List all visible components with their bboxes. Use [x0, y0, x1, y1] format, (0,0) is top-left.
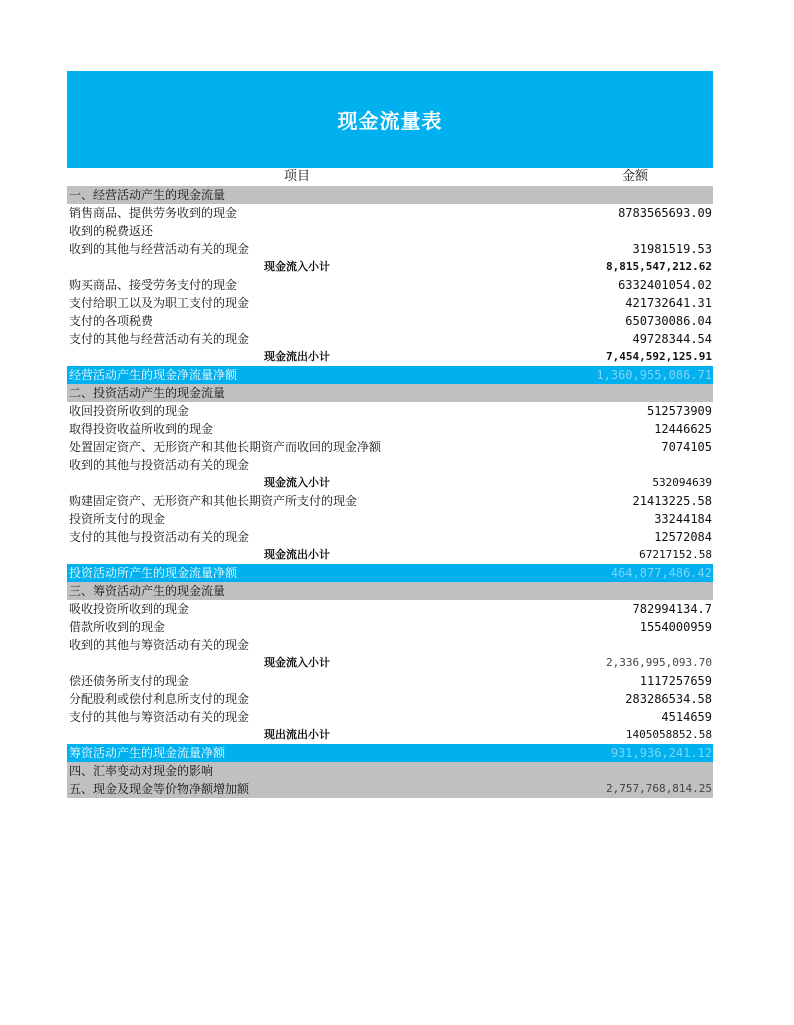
row-label: 支付的其他与筹资活动有关的现金	[69, 710, 250, 724]
row-amount: 31981519.53	[632, 242, 712, 256]
subtotal-row	[67, 348, 713, 366]
row-label: 销售商品、提供劳务收到的现金	[69, 206, 238, 220]
net-flow-row	[67, 564, 713, 582]
row-amount: 464,877,486.42	[610, 566, 712, 580]
column-header-row	[67, 168, 713, 186]
section-row	[67, 384, 713, 402]
row-label: 吸收投资所收到的现金	[69, 602, 190, 616]
row-amount	[499, 222, 713, 240]
row-label: 二、投资活动产生的现金流量	[69, 386, 226, 400]
row-amount: 283286534.58	[625, 692, 712, 706]
table-row	[67, 222, 713, 240]
row-amount: 1554000959	[639, 620, 712, 634]
row-label: 四、汇率变动对现金的影响	[69, 764, 214, 778]
title-banner	[67, 71, 713, 168]
row-label: 现金流出小计	[264, 350, 330, 363]
row-label: 收到的其他与经营活动有关的现金	[69, 242, 250, 256]
row-label: 一、经营活动产生的现金流量	[69, 188, 226, 202]
row-label: 收到的其他与投资活动有关的现金	[69, 458, 250, 472]
table-row	[67, 528, 713, 546]
table-row	[67, 438, 713, 456]
row-amount: 931,936,241.12	[610, 746, 712, 760]
table-row	[67, 708, 713, 726]
row-label: 投资所支付的现金	[69, 512, 166, 526]
row-amount: 1117257659	[639, 674, 712, 688]
table-row	[67, 600, 713, 618]
row-amount	[499, 384, 713, 402]
row-label: 经营活动产生的现金净流量净额	[69, 368, 238, 382]
row-amount: 12572084	[654, 530, 712, 544]
table-row	[67, 402, 713, 420]
row-amount	[499, 456, 713, 474]
row-label: 偿还债务所支付的现金	[69, 674, 190, 688]
table-row	[67, 672, 713, 690]
row-amount: 2,336,995,093.70	[606, 656, 712, 669]
row-amount: 4514659	[661, 710, 712, 724]
row-label: 收到的其他与筹资活动有关的现金	[69, 638, 250, 652]
row-label: 现金流入小计	[264, 656, 330, 669]
table-row	[67, 420, 713, 438]
row-amount: 2,757,768,814.25	[606, 782, 712, 795]
row-label: 筹资活动产生的现金流量净额	[69, 746, 226, 760]
row-amount: 1,360,955,086.71	[596, 368, 712, 382]
row-amount	[499, 582, 713, 600]
cash-flow-sheet	[67, 71, 713, 798]
row-amount: 782994134.7	[632, 602, 712, 616]
row-label: 购买商品、接受劳务支付的现金	[69, 278, 238, 292]
statement-rows	[67, 186, 713, 798]
row-amount: 6332401054.02	[618, 278, 712, 292]
subtotal-row	[67, 654, 713, 672]
row-amount: 7,454,592,125.91	[606, 350, 712, 363]
row-amount: 8,815,547,212.62	[606, 260, 712, 273]
section-row	[67, 780, 713, 798]
table-row	[67, 510, 713, 528]
row-label: 收到的税费返还	[69, 224, 154, 238]
row-label: 支付给职工以及为职工支付的现金	[69, 296, 250, 310]
row-label: 购建固定资产、无形资产和其他长期资产所支付的现金	[69, 494, 358, 508]
row-label: 现金流入小计	[264, 476, 330, 489]
table-row	[67, 618, 713, 636]
section-row	[67, 186, 713, 204]
table-row	[67, 276, 713, 294]
row-amount: 33244184	[654, 512, 712, 526]
row-amount: 512573909	[646, 404, 712, 418]
row-amount: 650730086.04	[625, 314, 712, 328]
table-row	[67, 294, 713, 312]
row-label: 借款所收到的现金	[69, 620, 166, 634]
row-amount: 12446625	[654, 422, 712, 436]
section-row	[67, 762, 713, 780]
row-label: 处置固定资产、无形资产和其他长期资产而收回的现金净额	[69, 440, 382, 454]
table-row	[67, 690, 713, 708]
column-header-item: 项目	[283, 169, 310, 184]
row-amount	[499, 186, 713, 204]
table-row	[67, 204, 713, 222]
section-row	[67, 582, 713, 600]
row-label: 现金流入小计	[264, 260, 330, 273]
row-label: 五、现金及现金等价物净额增加额	[69, 782, 250, 796]
row-amount: 8783565693.09	[618, 206, 712, 220]
subtotal-row	[67, 726, 713, 744]
net-flow-row	[67, 744, 713, 762]
column-header-amount: 金额	[621, 169, 648, 184]
net-flow-row	[67, 366, 713, 384]
table-row	[67, 492, 713, 510]
row-label: 取得投资收益所收到的现金	[69, 422, 214, 436]
table-row	[67, 312, 713, 330]
table-row	[67, 330, 713, 348]
row-amount: 21413225.58	[632, 494, 712, 508]
row-label: 现金流出小计	[264, 548, 330, 561]
row-amount: 67217152.58	[639, 548, 712, 561]
subtotal-row	[67, 474, 713, 492]
row-amount: 49728344.54	[632, 332, 712, 346]
page-title: 现金流量表	[337, 109, 443, 133]
subtotal-row	[67, 258, 713, 276]
row-label: 收回投资所收到的现金	[69, 404, 190, 418]
table-row	[67, 456, 713, 474]
row-label: 现出流出小计	[264, 728, 330, 741]
row-label: 投资活动所产生的现金流量净额	[69, 566, 238, 580]
row-amount	[499, 762, 713, 780]
subtotal-row	[67, 546, 713, 564]
row-amount: 532094639	[652, 476, 712, 489]
row-label: 三、筹资活动产生的现金流量	[69, 584, 226, 598]
table-row	[67, 240, 713, 258]
row-amount: 1405058852.58	[625, 728, 712, 741]
row-label: 支付的其他与经营活动有关的现金	[69, 332, 250, 346]
row-amount	[499, 636, 713, 654]
row-label: 支付的其他与投资活动有关的现金	[69, 530, 250, 544]
row-label: 分配股利或偿付利息所支付的现金	[69, 692, 250, 706]
row-label: 支付的各项税费	[69, 314, 154, 328]
row-amount: 421732641.31	[625, 296, 712, 310]
row-amount: 7074105	[661, 440, 712, 454]
table-row	[67, 636, 713, 654]
